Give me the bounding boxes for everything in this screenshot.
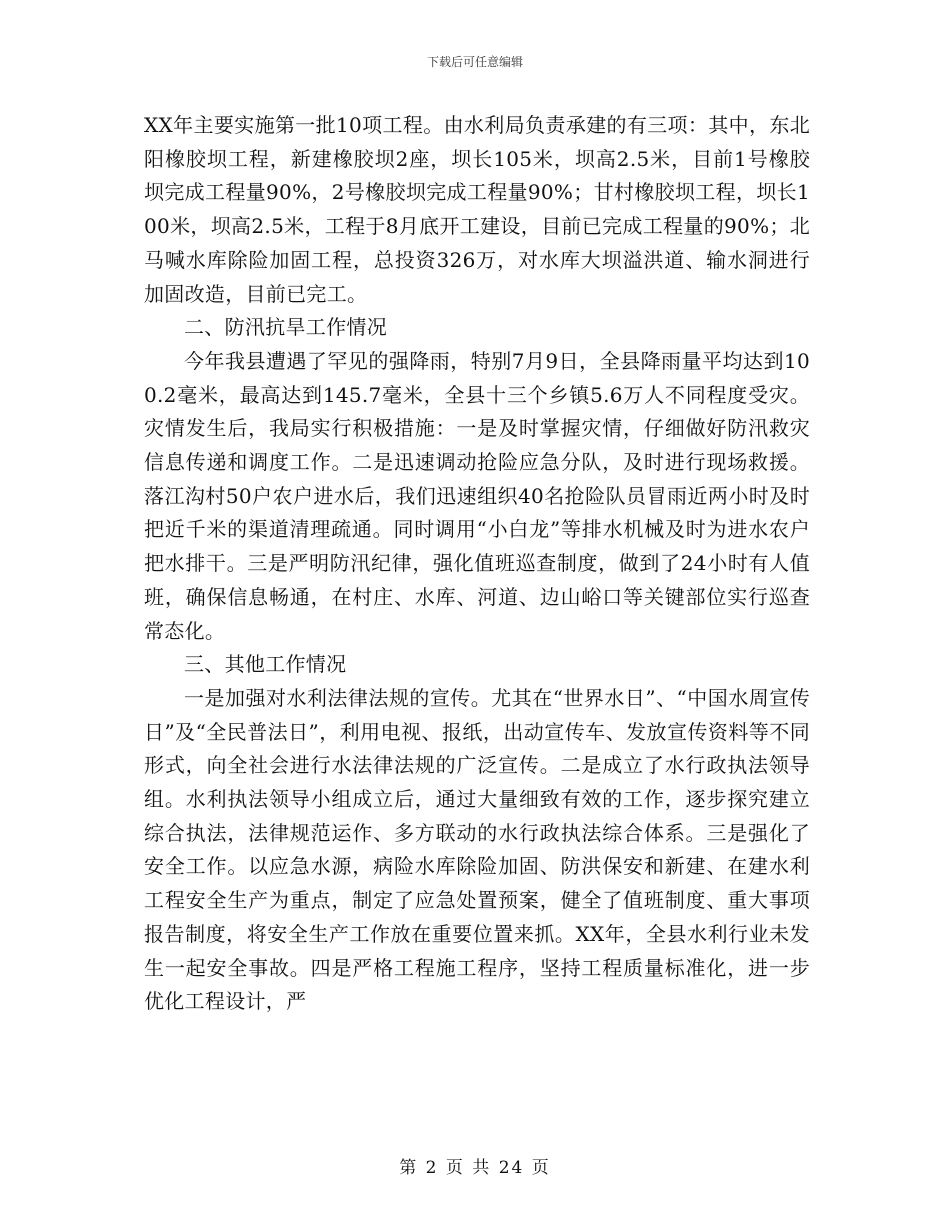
paragraph-projects: XX年主要实施第一批10项工程。由水利局负责承建的有三项：其中，东北阳橡胶坝工程，新建橡胶坝2座，坝长105米，坝高2.5米，目前1号橡胶坝完成工程量90%，2号橡胶坝完成工程量90%；甘村橡胶坝工程，坝长100米，坝高2.5米，工程于8月底开工建设，目前已完成工程量的90%；北马喊水库除险加固工程，总投资326万，对水库大坝溢洪道、输水洞进行加固改造，目前已完工。	[144, 113, 810, 306]
page-header-note: 下载后可任意编辑	[426, 55, 523, 69]
document-body	[144, 109, 810, 1019]
paragraph-other-work: 一是加强对水利法律法规的宣传。尤其在“世界水日”、“中国水周宣传日”及“全民普法日”，利用电视、报纸，出动宣传车、发放宣传资料等不同形式，向全社会进行水法律法规的广泛宣传。二是成立了水行政执法领导组。水利执法领导小组成立后，通过大量细致有效的工作，逐步探究建立综合执法，法律规范运作、多方联动的水行政执法综合体系。三是强化了安全工作。以应急水源，病险水库除险加固、防洪保安和新建、在建水利工程安全生产为重点，制定了应急处置预案，健全了值班制度、重大事项报告制度，将安全生产工作放在重要位置来抓。XX年，全县水利行业未发生一起安全事故。四是严格工程施工程序，坚持工程质量标准化，进一步优化工程设计，严	[144, 685, 810, 1014]
section-heading-flood-control: 二、防汛抗旱工作情况	[184, 315, 387, 340]
paragraph-flood-control: 今年我县遭遇了罕见的强降雨，特别7月9日，全县降雨量平均达到100.2毫米，最高达到145.7毫米，全县十三个乡镇5.6万人不同程度受灾。灾情发生后，我局实行积极措施：一是及时掌握灾情，仔细做好防汛救灾信息传递和调度工作。二是迅速调动抢险应急分队，及时进行现场救援。落江沟村50户农户进水后，我们迅速组织40名抢险队员冒雨近两小时及时把近千米的渠道清理疏通。同时调用“小白龙”等排水机械及时为进水农户把水排干。三是严明防汛纪律，强化值班巡查制度，做到了24小时有人值班，确保信息畅通，在村庄、水库、河道、边山峪口等关键部位实行巡查常态化。	[144, 348, 810, 643]
page-number: 第 2 页 共 24 页	[399, 1158, 551, 1178]
section-heading-other-work: 三、其他工作情况	[184, 652, 347, 677]
